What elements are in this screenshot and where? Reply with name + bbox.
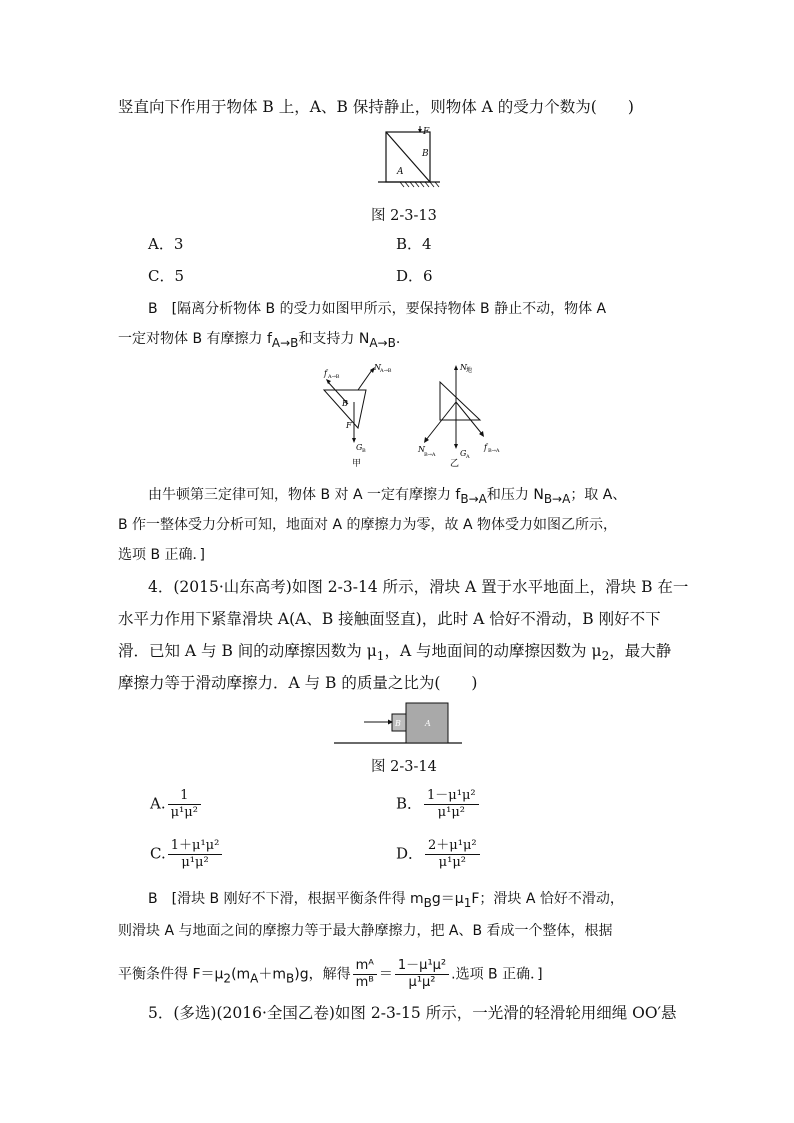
- jia-f-label: f: [324, 369, 327, 378]
- jia-f-sub: A→B: [328, 374, 340, 380]
- label-F: F: [423, 127, 430, 137]
- jia-block-B: [324, 390, 366, 428]
- q3-cont-a: 由牛顿第三定律可知，物体 B 对 A 一定有摩擦力 f: [148, 487, 461, 503]
- q4-sol-h: .选项 B 正确．]: [451, 966, 543, 983]
- figure-2-3-14: [334, 700, 462, 746]
- q4-opt-a-frac: [168, 788, 201, 821]
- diagram-jia: [323, 363, 392, 469]
- yi-G-label: G: [460, 449, 467, 458]
- q4-sol-subB2: B: [286, 971, 295, 986]
- q4-sol-g: )g，解得: [294, 966, 351, 983]
- q4-opt-c-num: 1＋μ¹μ²: [168, 838, 223, 855]
- q3-sol-text-a: 一定对物体 B 有摩擦力 f: [118, 331, 272, 347]
- q4-opt-b-den: μ¹μ²: [437, 805, 465, 820]
- q3-sub-ab-1: A→B: [271, 335, 299, 350]
- q3-sol-text-c: .: [395, 331, 401, 347]
- q4-opt-a-den: μ¹μ²: [170, 805, 198, 820]
- q4-option-a: [150, 788, 203, 821]
- q4-sol-sub2: 2: [223, 971, 232, 986]
- q4-ratio-den: mᴮ: [355, 975, 374, 990]
- jia-G-label: G: [356, 443, 363, 452]
- q4-ratio2-den: μ¹μ²: [408, 975, 436, 990]
- q3-cont-c: ；取 A、: [570, 487, 627, 503]
- q4-opt-c-frac: [168, 838, 223, 871]
- q4-opt-d-prefix: D．: [396, 844, 424, 863]
- q4-ratio2-num: 1－μ¹μ²: [395, 958, 449, 975]
- yi-N-sub: 地: [466, 367, 473, 374]
- q4-solution-line1: [148, 888, 624, 914]
- jia-N-sub: A→B: [380, 368, 392, 374]
- q4-line1: 4．(2015·山东高考)如图 2-3-14 所示，滑块 A 置于水平地面上，滑块 B 在一: [148, 578, 689, 596]
- yi-G-head: [454, 444, 458, 449]
- yi-NB-sub: B→A: [424, 452, 436, 458]
- yi-name: 乙: [450, 459, 460, 469]
- q4-ratio-num: mᴬ: [353, 958, 377, 975]
- q4-sol-subA: A: [250, 971, 259, 986]
- yi-fB-label: f: [484, 443, 487, 452]
- q3-sub-ba-1: B→A: [460, 491, 487, 506]
- q4-opt-b-num: 1－μ¹μ²: [424, 788, 479, 805]
- q4-option-d: [396, 838, 482, 871]
- q4-opt-b-frac: [424, 788, 479, 821]
- jia-N-label: N: [374, 363, 381, 372]
- q3-solution-cont1: [148, 484, 626, 510]
- q4-option-b: [396, 788, 481, 821]
- q4-sol-a: B [滑块 B 刚好不下滑，根据平衡条件得 m: [148, 891, 424, 907]
- q4-ratio-frac: [353, 958, 377, 991]
- q4-opt-a-prefix: A.: [150, 794, 166, 813]
- q4-line4: 摩擦力等于滑动摩擦力．A 与 B 的质量之比为( ): [118, 674, 478, 692]
- q4-sol-c: F；滑块 A 恰好不滑动，: [471, 891, 624, 907]
- jia-N-arrow: [358, 370, 372, 390]
- label-B: B: [422, 149, 429, 159]
- yi-fB-sub: B→A: [488, 448, 500, 454]
- yi-NB-arrow: [426, 402, 456, 440]
- q4-line2: 水平力作用下紧靠滑块 A(A、B 接触面竖直)，此时 A 恰好不滑动，B 刚好不下: [118, 610, 661, 628]
- q4-sub2: 2: [601, 649, 610, 664]
- q4-sub1: 1: [376, 649, 385, 664]
- caption-2-3-13: 图 2-3-13: [371, 208, 437, 224]
- label-A: A: [397, 167, 404, 177]
- q3-solution-line2: [118, 328, 400, 354]
- q3-option-a: A．3: [148, 235, 184, 253]
- caption-2-3-14: 图 2-3-14: [371, 759, 437, 775]
- q3-sub-ba-2: B→A: [543, 491, 571, 506]
- label-A-14: A: [425, 719, 431, 728]
- q3-sub-ab-2: A→B: [369, 335, 396, 350]
- q3-cont-b: 和压力 N: [486, 487, 544, 503]
- q4-sol-e: (m: [231, 966, 251, 983]
- q4-sol-d: 平衡条件得 F＝μ: [118, 966, 224, 983]
- q4-option-c: [150, 838, 224, 871]
- jia-name: 甲: [352, 459, 362, 469]
- diagram-yi: [417, 363, 500, 469]
- q4-l3-c: ，最大静: [609, 642, 672, 660]
- q4-opt-d-frac: [425, 838, 480, 871]
- force-diagrams: [318, 362, 518, 474]
- jia-F-label: F: [346, 421, 352, 430]
- q3-option-c: C．5: [148, 267, 185, 285]
- ground-hatch: [400, 182, 439, 187]
- q3-solution-cont3: 选项 B 正确．]: [118, 547, 205, 563]
- q3-option-d: D．6: [396, 267, 433, 285]
- q3-option-b: B．4: [396, 235, 432, 253]
- yi-G-sub: A: [466, 454, 470, 460]
- q5-line1: 5．(多选)(2016·全国乙卷)如图 2-3-15 所示，一光滑的轻滑轮用细绳 OO′悬: [148, 1004, 677, 1022]
- q4-ratio2-frac: [395, 958, 449, 991]
- q4-opt-d-num: 2＋μ¹μ²: [425, 838, 480, 855]
- q4-line3: [118, 640, 671, 667]
- label-B-14: B: [395, 719, 401, 728]
- q4-opt-a-num: 1: [168, 788, 201, 805]
- q4-opt-c-den: μ¹μ²: [181, 855, 209, 870]
- q4-l3-b: ，A 与地面间的动摩擦因数为 μ: [384, 642, 602, 660]
- q3-sol-text-b: 和支持力 N: [298, 331, 370, 347]
- q4-opt-d-den: μ¹μ²: [438, 855, 466, 870]
- q4-opt-c-prefix: C.: [150, 844, 166, 863]
- q4-opt-b-prefix: B．: [396, 794, 423, 813]
- q4-sol-f: ＋m: [258, 966, 287, 983]
- q4-sol-sub1: 1: [463, 895, 472, 910]
- yi-N-head: [454, 365, 458, 370]
- yi-N-label: N: [460, 363, 467, 372]
- yi-NB-label: N: [418, 445, 425, 454]
- jia-B-label: B: [342, 399, 348, 408]
- q4-sol-b: g＝μ: [431, 891, 464, 907]
- q3-stem-line: 竖直向下作用于物体 B 上，A、B 保持静止，则物体 A 的受力个数为( ): [118, 98, 634, 116]
- jia-G-sub: B: [362, 448, 366, 454]
- q4-solution-line2: 则滑块 A 与地面之间的摩擦力等于最大静摩擦力，把 A、B 看成一个整体，根据: [118, 923, 613, 939]
- q3-solution-line1: B [隔离分析物体 B 的受力如图甲所示，要保持物体 B 静止不动，物体 A: [148, 301, 607, 317]
- q4-sol-subB: B: [423, 895, 432, 910]
- q4-l3-a: 滑．已知 A 与 B 间的动摩擦因数为 μ: [118, 642, 377, 660]
- q3-solution-cont2: B 作一整体受力分析可知，地面对 A 的摩擦力为零，故 A 物体受力如图乙所示，: [118, 517, 618, 533]
- q4-solution-line3: 平衡条件得 $F=\mu_2(m_A+m_B)g$，解得 $\frac{\text{mᴬ}}{\text{mᴮ}}$ ＝ $\frac{\text{1－μ¹μ²}}{\text{μ¹μ²}}$ .选项 B 正确．]: [118, 958, 543, 990]
- figure-2-3-13: [378, 126, 440, 188]
